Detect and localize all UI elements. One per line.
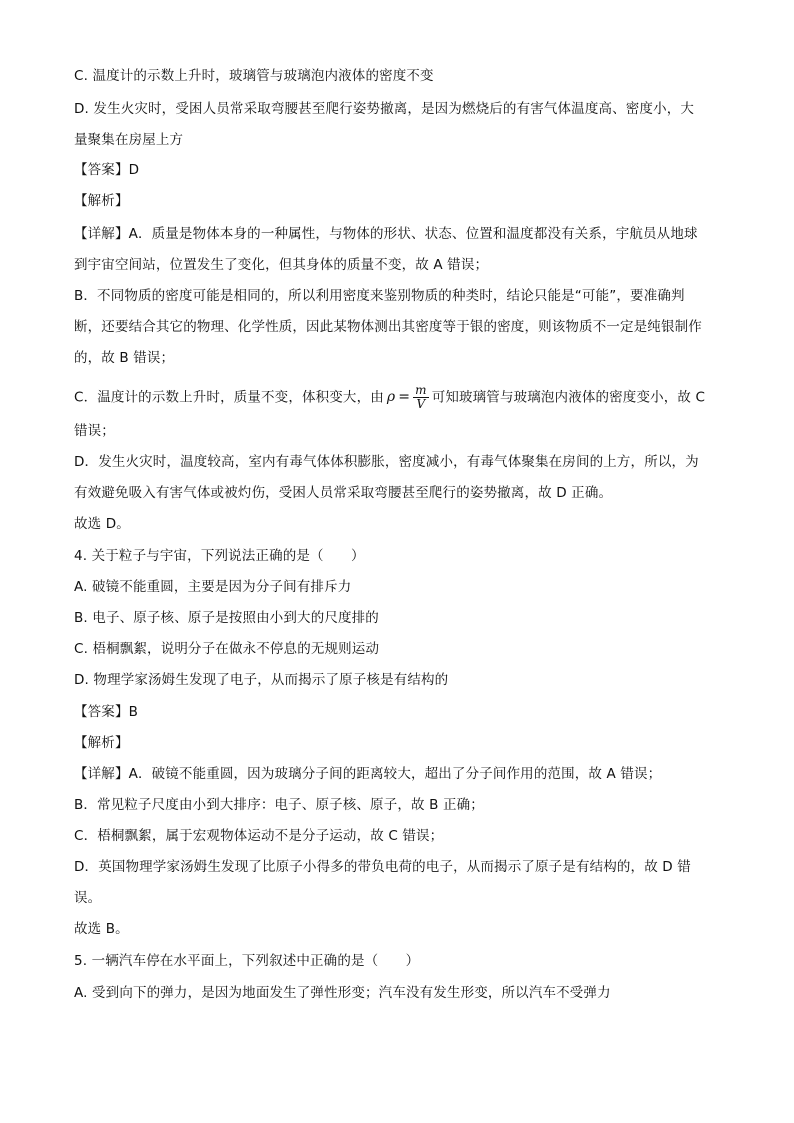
q3-option-d-line1: D. 发生火灾时，受困人员常采取弯腰甚至爬行姿势撤离，是因为燃烧后的有害气体温度高、密度小，大 bbox=[74, 101, 695, 117]
formula-numerator: m bbox=[415, 383, 427, 397]
q3-detail-b-line2: 断，还要结合其它的物理、化学性质，因此某物体测出其密度等于银的密度，则该物质不一定是纯银制作 bbox=[74, 319, 702, 335]
q3-detail-b-line3: 的，故 B 错误； bbox=[74, 350, 175, 366]
q5-stem: 5. 一辆汽车停在水平面上，下列叙述中正确的是（ ） bbox=[74, 953, 420, 969]
density-formula bbox=[387, 384, 429, 411]
q3-answer: 【答案】D bbox=[74, 162, 140, 178]
q4-option-d: D. 物理学家汤姆生发现了电子，从而揭示了原子核是有结构的 bbox=[74, 672, 449, 688]
q4-option-c: C. 梧桐飘絮，说明分子在做永不停息的无规则运动 bbox=[74, 641, 380, 657]
q4-detail-d-line1: D．英国物理学家汤姆生发现了比原子小得多的带负电荷的电子，从而揭示了原子是有结构的，故 D 错 bbox=[74, 859, 691, 875]
q4-conclusion: 故选 B。 bbox=[74, 921, 129, 937]
q3-detail-b-line1: B．不同物质的密度可能是相同的，所以利用密度来鉴别物质的种类时，结论只能是“可能”，要准确判 bbox=[74, 288, 685, 304]
q3-detail-c-line1 bbox=[74, 384, 724, 411]
q4-stem: 4. 关于粒子与宇宙，下列说法正确的是（ ） bbox=[74, 548, 365, 564]
q3-conclusion: 故选 D。 bbox=[74, 516, 130, 532]
q4-answer: 【答案】B bbox=[74, 704, 139, 720]
formula-denominator: V bbox=[416, 397, 426, 411]
q3-option-d-line2: 量聚集在房屋上方 bbox=[74, 132, 184, 148]
q5-option-a: A. 受到向下的弹力，是因为地面发生了弹性形变；汽车没有发生形变，所以汽车不受弹力 bbox=[74, 985, 611, 1001]
q4-detail-b: B．常见粒子尺度由小到大排序：电子、原子核、原子，故 B 正确； bbox=[74, 797, 484, 813]
q4-detail-d-line2: 误。 bbox=[74, 890, 102, 906]
formula-fraction bbox=[413, 384, 429, 411]
q3-detail-a-line2: 到宇宙空间站，位置发生了变化，但其身体的质量不变，故 A 错误； bbox=[74, 257, 489, 273]
q3-detail-d-line1: D．发生火灾时，温度较高，室内有毒气体体积膨胀，密度减小，有毒气体聚集在房间的上方，所以，为 bbox=[74, 454, 699, 470]
formula-rho: ρ bbox=[386, 389, 396, 405]
q4-detail-c: C．梧桐飘絮，属于宏观物体运动不是分子运动，故 C 错误； bbox=[74, 828, 444, 844]
q3-option-c: C. 温度计的示数上升时，玻璃管与玻璃泡内液体的密度不变 bbox=[74, 68, 434, 84]
q4-analysis-label: 【解析】 bbox=[74, 735, 129, 751]
formula-equals: = bbox=[398, 389, 411, 405]
q4-option-b: B. 电子、原子核、原子是按照由小到大的尺度排的 bbox=[74, 610, 379, 626]
q3-detail-c-post: 可知玻璃管与玻璃泡内液体的密度变小，故 C bbox=[431, 389, 706, 406]
q3-detail-c-pre: C．温度计的示数上升时，质量不变，体积变大，由 bbox=[74, 389, 384, 406]
q4-detail-a: 【详解】A．破镜不能重圆，因为玻璃分子间的距离较大，超出了分子间作用的范围，故 A 错误； bbox=[74, 766, 662, 782]
q3-detail-a-line1: 【详解】A．质量是物体本身的一种属性，与物体的形状、状态、位置和温度都没有关系，宇航员从地球 bbox=[74, 226, 698, 242]
q4-option-a: A. 破镜不能重圆，主要是因为分子间有排斥力 bbox=[74, 579, 352, 595]
q3-detail-c-line2: 错误； bbox=[74, 423, 115, 439]
q3-analysis-label: 【解析】 bbox=[74, 193, 129, 209]
q3-detail-d-line2: 有效避免吸入有害气体或被灼伤，受困人员常采取弯腰甚至爬行的姿势撤离，故 D 正确。 bbox=[74, 485, 613, 501]
